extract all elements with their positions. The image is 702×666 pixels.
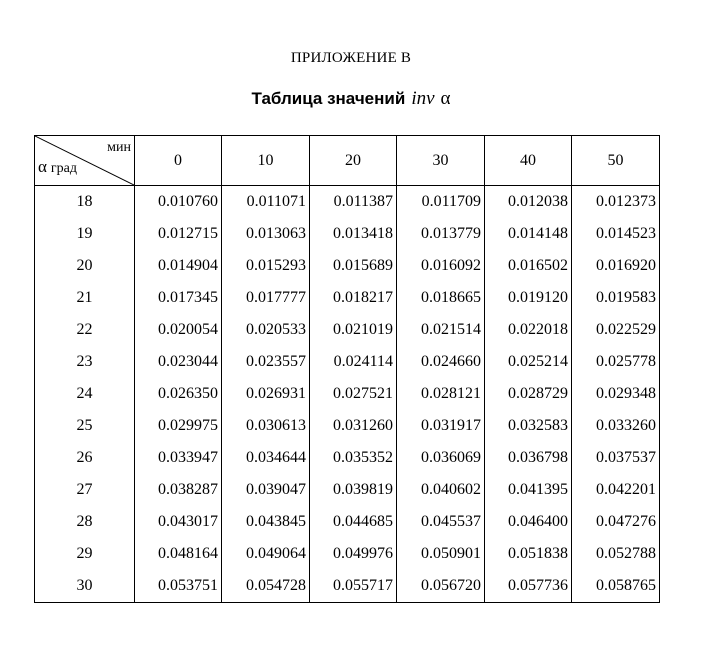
value-cell: 0.014148 [485,218,572,250]
value-cell: 0.012373 [572,186,660,219]
minute-header: 20 [310,136,397,186]
degrees-label-group [38,157,77,177]
degree-cell: 30 [35,570,135,603]
value-cell: 0.023557 [222,346,310,378]
appendix-label: ПРИЛОЖЕНИЕ В [290,50,412,66]
value-cell: 0.011387 [310,186,397,219]
value-cell: 0.032583 [485,410,572,442]
value-cell: 0.031917 [397,410,485,442]
value-cell: 0.031260 [310,410,397,442]
value-cell: 0.022018 [485,314,572,346]
minute-header: 30 [397,136,485,186]
table-title [0,88,702,110]
degree-cell: 27 [35,474,135,506]
value-cell: 0.017777 [222,282,310,314]
value-cell: 0.050901 [397,538,485,570]
degree-cell: 26 [35,442,135,474]
degree-cell: 25 [35,410,135,442]
value-cell: 0.036069 [397,442,485,474]
value-cell: 0.047276 [572,506,660,538]
value-cell: 0.033260 [572,410,660,442]
table-row [35,282,660,314]
value-cell: 0.024114 [310,346,397,378]
value-cell: 0.016502 [485,250,572,282]
value-cell: 0.019120 [485,282,572,314]
value-cell: 0.053751 [135,570,222,603]
table-row [35,346,660,378]
value-cell: 0.017345 [135,282,222,314]
value-cell: 0.012715 [135,218,222,250]
table-row [35,218,660,250]
value-cell: 0.016920 [572,250,660,282]
table-row [35,250,660,282]
table-row [35,378,660,410]
value-cell: 0.020054 [135,314,222,346]
value-cell: 0.051838 [485,538,572,570]
value-cell: 0.013418 [310,218,397,250]
value-cell: 0.044685 [310,506,397,538]
value-cell: 0.040602 [397,474,485,506]
value-cell: 0.011071 [222,186,310,219]
value-cell: 0.013063 [222,218,310,250]
table-row [35,474,660,506]
degree-cell: 19 [35,218,135,250]
table-row [35,570,660,603]
value-cell: 0.058765 [572,570,660,603]
value-cell: 0.048164 [135,538,222,570]
value-cell: 0.018665 [397,282,485,314]
value-cell: 0.021019 [310,314,397,346]
table-row [35,186,660,219]
value-cell: 0.057736 [485,570,572,603]
value-cell: 0.056720 [397,570,485,603]
value-cell: 0.054728 [222,570,310,603]
value-cell: 0.037537 [572,442,660,474]
value-cell: 0.016092 [397,250,485,282]
degree-cell: 21 [35,282,135,314]
value-cell: 0.026350 [135,378,222,410]
value-cell: 0.049976 [310,538,397,570]
value-cell: 0.042201 [572,474,660,506]
value-cell: 0.020533 [222,314,310,346]
inv-alpha-table [34,135,660,603]
degree-cell: 20 [35,250,135,282]
minute-header: 50 [572,136,660,186]
value-cell: 0.036798 [485,442,572,474]
table-row [35,314,660,346]
table-title-text: Таблица значений [251,89,406,108]
value-cell: 0.052788 [572,538,660,570]
table-row [35,410,660,442]
value-cell: 0.026931 [222,378,310,410]
table-row [35,506,660,538]
value-cell: 0.046400 [485,506,572,538]
degrees-label: град [50,161,78,176]
value-cell: 0.034644 [222,442,310,474]
table-row [35,538,660,570]
value-cell: 0.028121 [397,378,485,410]
minute-header: 0 [135,136,222,186]
value-cell: 0.018217 [310,282,397,314]
alpha-symbol: α [38,157,47,176]
value-cell: 0.043845 [222,506,310,538]
degree-cell: 18 [35,186,135,219]
value-cell: 0.038287 [135,474,222,506]
value-cell: 0.022529 [572,314,660,346]
header-row [35,136,660,186]
value-cell: 0.010760 [135,186,222,219]
value-cell: 0.030613 [222,410,310,442]
minute-header: 10 [222,136,310,186]
value-cell: 0.015689 [310,250,397,282]
value-cell: 0.014523 [572,218,660,250]
minute-header: 40 [485,136,572,186]
table-title-symbol: α [440,88,451,109]
value-cell: 0.021514 [397,314,485,346]
value-cell: 0.014904 [135,250,222,282]
degree-cell: 24 [35,378,135,410]
value-cell: 0.033947 [135,442,222,474]
value-cell: 0.023044 [135,346,222,378]
table-row [35,442,660,474]
value-cell: 0.029348 [572,378,660,410]
degree-cell: 23 [35,346,135,378]
value-cell: 0.025778 [572,346,660,378]
value-cell: 0.029975 [135,410,222,442]
table-title-function: inv [411,88,435,109]
value-cell: 0.019583 [572,282,660,314]
value-cell: 0.043017 [135,506,222,538]
value-cell: 0.024660 [397,346,485,378]
value-cell: 0.055717 [310,570,397,603]
value-cell: 0.041395 [485,474,572,506]
value-cell: 0.045537 [397,506,485,538]
minutes-label: мин [107,140,131,155]
value-cell: 0.027521 [310,378,397,410]
value-cell: 0.039819 [310,474,397,506]
value-cell: 0.025214 [485,346,572,378]
value-cell: 0.015293 [222,250,310,282]
value-cell: 0.035352 [310,442,397,474]
value-cell: 0.049064 [222,538,310,570]
degree-cell: 29 [35,538,135,570]
degree-cell: 28 [35,506,135,538]
value-cell: 0.013779 [397,218,485,250]
value-cell: 0.039047 [222,474,310,506]
degree-cell: 22 [35,314,135,346]
table-body [35,186,660,603]
value-cell: 0.011709 [397,186,485,219]
value-cell: 0.012038 [485,186,572,219]
corner-header-cell [35,136,135,186]
value-cell: 0.028729 [485,378,572,410]
